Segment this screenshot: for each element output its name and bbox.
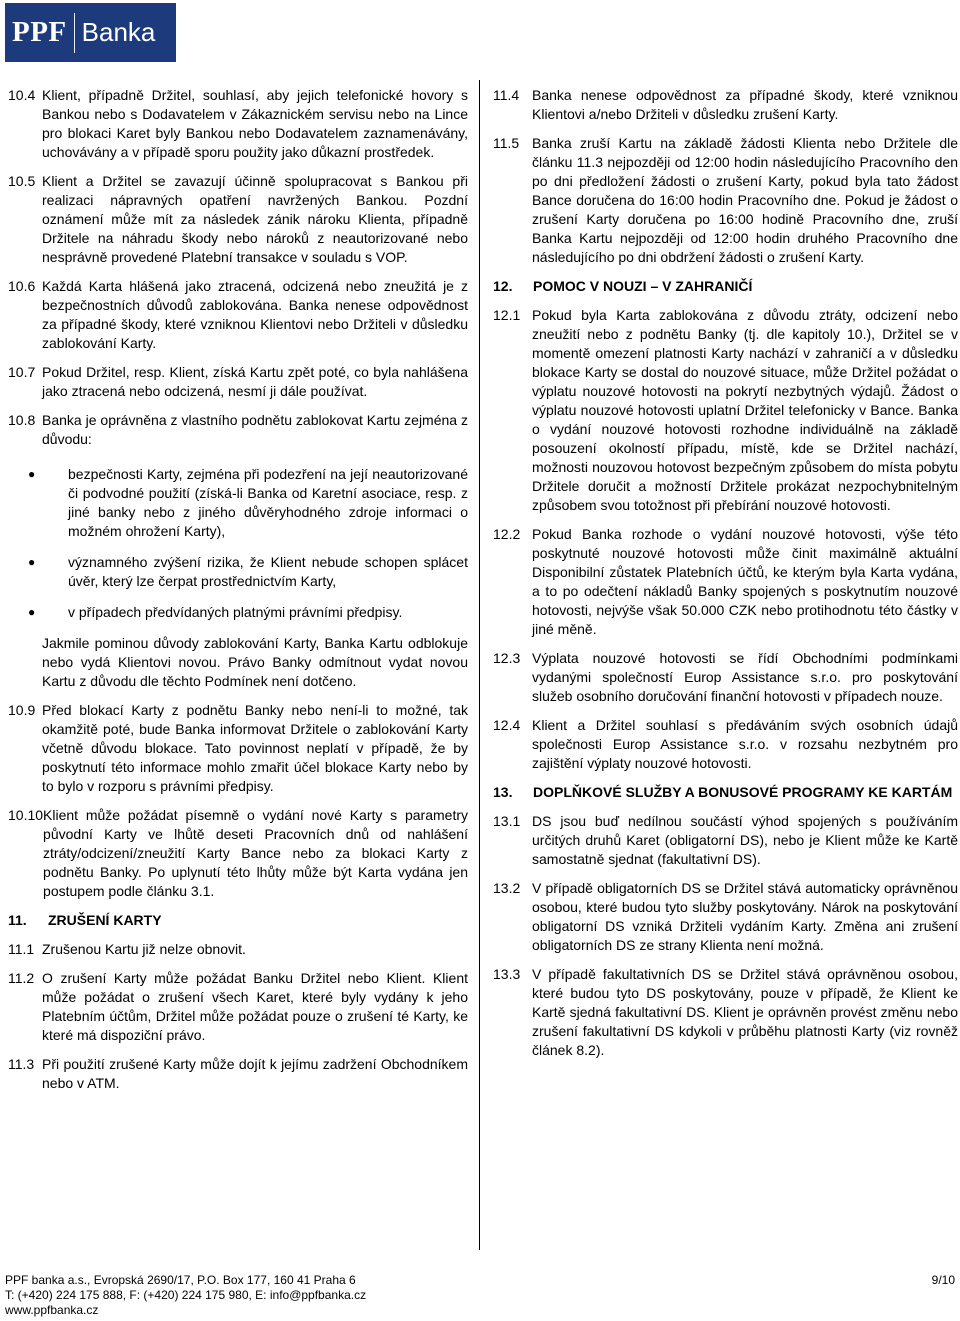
clause-11-5: [493, 134, 958, 267]
clause-12-4: [493, 716, 958, 773]
clause-number: 12.3: [493, 650, 521, 666]
clause-10-5: [8, 172, 468, 267]
clause-number: 12.1: [493, 307, 521, 323]
clause-number: 11.4: [493, 87, 520, 103]
clause-text: DS jsou buď nedílnou součástí výhod spojených s používáním určitých druhů Karet (obligatorní DS), nebo je Klient může ke Kartě samostatně sjednat (fakultativní DS).: [532, 813, 958, 867]
section-number: 13.: [493, 784, 513, 800]
clause-number: 10.10: [8, 807, 44, 823]
clause-text: Při použití zrušené Karty může dojít k jejímu zadržení Obchodníkem nebo v ATM.: [42, 1056, 468, 1091]
clause-10-4: [8, 86, 468, 162]
section-title: DOPLŇKOVÉ SLUŽBY A BONUSOVÉ PROGRAMY KE KARTÁM: [533, 784, 953, 800]
list-item-text: bezpečnosti Karty, zejména při podezření na její neautorizované či podvodné použití (získá-li Banka od Karetní asociace, resp. z jiné banky nebo z jiného důvěryhodného zdroje informaci o možném ohrožení Karty),: [68, 466, 468, 539]
clause-number: 12.2: [493, 526, 521, 542]
clause-13-2: [493, 879, 958, 955]
left-column: [8, 86, 468, 1103]
section-11-heading: [8, 911, 468, 930]
clause-text-part-b: Pozdní oznámení může mít za následek zánik nároku Klienta, případně Držitele na náhradu škody nebo nároků z neautorizované nebo nesprávně provedené Platební transakce v souladu s VOP.: [42, 192, 468, 265]
clause-text: V případě fakultativních DS se Držitel stává oprávněnou osobou, které budou tyto DS poskytovány, pouze v případě, že Klient ke Kartě sjedná fakultativní DS. Klient je oprávněn provést změnu nebo zrušení fakultativní DS kdykoli v průběhu platnosti Karty (viz rovněž článek 8.2).: [532, 966, 958, 1058]
bullet-icon: ●: [28, 605, 36, 619]
bullet-icon: ●: [28, 467, 36, 481]
footer-contacts: T: (+420) 224 175 888, F: (+420) 224 175 980, E: info@ppfbanka.cz: [5, 1288, 367, 1302]
list-item-text: významného zvýšení rizika, že Klient nebude schopen splácet úvěr, který lze čerpat prostřednictvím Karty,: [68, 554, 468, 589]
clause-text: Klient, případně Držitel, souhlasí, aby jejich telefonické hovory s Bankou nebo s Dodavatelem v Zákaznickém servisu nebo na Lince pro blokaci Karet byly Bankou nebo Dodavatelem zaznamenávány, uchovávány a v případě sporu použity jako důkazní prostředek.: [42, 87, 468, 160]
clause-11-1: [8, 940, 468, 959]
clause-text: Každá Karta hlášená jako ztracená, odcizená nebo zneužitá je z bezpečnostních důvodů zablokována. Banka nenese odpovědnost za případné škody, které vzniknou Klientovi nebo Držiteli v důsledku zablokování Karty.: [42, 278, 468, 351]
clause-10-8-after: Jakmile pominou důvody zablokování Karty, Banka Kartu odblokuje nebo vydá Klientovi novou. Právo Banky odmítnout vydat novou Kartu z důvodu dle těchto Podmínek není dotčeno.: [42, 635, 468, 689]
clause-number: 10.4: [8, 87, 36, 103]
page-footer: [5, 1273, 955, 1318]
clause-10-6: [8, 277, 468, 353]
clause-text-part-a: Klient a Držitel se zavazují účinně spolupracovat s Bankou při realizaci nápravných opatření navržených Bankou.: [42, 173, 468, 208]
clause-number: 11.5: [493, 135, 520, 151]
section-number: 12.: [493, 278, 513, 294]
clause-number: 11.3: [8, 1056, 35, 1072]
clause-text: Před blokací Karty z podnětu Banky nebo není-li to možné, tak okamžitě poté, bude Banka informovat Držitele o zablokování Karty včetně důvodu blokace. Tato povinnost neplatí v případě, že by poskytnutí této informace mohlo zmařit účel blokace Karty nebo by to bylo v rozporu s právními předpisy.: [42, 702, 468, 794]
clause-text: Pokud Držitel, resp. Klient, získá Kartu zpět poté, co byla nahlášena jako ztracená nebo odcizená, nesmí ji dále používat.: [42, 364, 468, 399]
clause-11-4: [493, 86, 958, 124]
clause-number: 10.6: [8, 278, 36, 294]
list-item: [28, 603, 468, 622]
clause-number: 10.7: [8, 364, 36, 380]
section-title: ZRUŠENÍ KARTY: [48, 912, 162, 928]
clause-text: Banka zruší Kartu na základě žádosti Klienta nebo Držitele dle článku 11.3 nejpozději od 12:00 hodin následujícího Pracovního den po dni předložení žádosti o zrušení Karty, pokud byla tato žádost Bance doručena do 16:00 hodin Pracovního dne. Pokud je žádost o zrušení Karty doručena po 16:00 hodině Pracovního dne, zruší Banka Kartu nejpozději od 12:00 hodin druhého Pracovního dne následujícího po dni obdržení žádosti o zrušení Karty.: [532, 135, 958, 265]
clause-number: 10.5: [8, 173, 36, 189]
clause-10-10: [8, 806, 468, 901]
clause-10-8: [8, 411, 468, 449]
clause-10-9: [8, 701, 468, 796]
clause-number: 13.1: [493, 813, 521, 829]
clause-text: [42, 172, 468, 267]
clause-number: 11.2: [8, 970, 35, 986]
clause-text: O zrušení Karty může požádat Banku Držitel nebo Klient. Klient může požádat o zrušení všech Karet, které byly vydány k jeho Platebním účtům, Držitel může požádat pouze o zrušení té Karty, ke které má dispoziční právo.: [42, 970, 468, 1043]
clause-12-3: [493, 649, 958, 706]
clause-text: Banka je oprávněna z vlastního podnětu zablokovat Kartu zejména z důvodu:: [42, 412, 468, 447]
clause-number: 10.9: [8, 702, 36, 718]
clause-text: Klient může požádat písemně o vydání nové Karty s parametry původní Karty ve lhůtě deseti Pracovních dnů od nahlášení ztráty/odcizení/zneužití Karty Bance nebo za blokaci Karty z podnětu Banky. Po uplynutí této lhůty může být Karta vydána jen postupem podle článku 3.1.: [43, 807, 468, 899]
page-number: 9/10: [931, 1273, 955, 1287]
logo-banka-text: Banka: [81, 17, 156, 47]
clause-text: Klient a Držitel souhlasí s předáváním svých osobních údajů společnosti Europ Assistance s.r.o. v rozsahu nezbytném pro zajištění výplaty nouzové hotovosti.: [532, 717, 958, 771]
clause-number: 11.1: [8, 941, 35, 957]
clause-text: Zrušenou Kartu již nelze obnovit.: [42, 941, 246, 957]
clause-number: 13.3: [493, 966, 521, 982]
section-title: POMOC V NOUZI – V ZAHRANIČÍ: [533, 278, 753, 294]
clause-10-7: [8, 363, 468, 401]
section-13-heading: [493, 783, 958, 802]
clause-11-2: [8, 969, 468, 1045]
right-column: [493, 86, 958, 1070]
clause-12-2: [493, 525, 958, 639]
clause-text: V případě obligatorních DS se Držitel stává automaticky oprávněnou osobou, které budou tyto služby poskytovány. Nárok na poskytování obligatorní DS vzniká Držiteli vydáním Karty. Změna ani zrušení obligatorních DS ze strany Klienta není možná.: [532, 880, 958, 953]
clause-text: Banka nenese odpovědnost za případné škody, které vzniknou Klientovi a/nebo Držiteli v důsledku zrušení Karty.: [532, 87, 958, 122]
section-12-heading: [493, 277, 958, 296]
clause-text: Výplata nouzové hotovosti se řídí Obchodními podmínkami vydanými společností Europ Assistance s.r.o. pro poskytování služeb osobního doručování finanční hotovosti v případech nouze.: [532, 650, 958, 704]
clause-13-1: [493, 812, 958, 869]
logo-separator: [74, 13, 75, 53]
clause-text: Pokud Banka rozhode o vydání nouzové hotovosti, výše této poskytnuté nouzové hotovosti může činit maximálně aktuální Disponibilní zůstatek Platebních účtů, ke kterým byla Karta vydána, a to po odečtení nákladů Banky spojených s poskytnutím nouzové hotovosti, nejvýše však 50.000 CZK nebo protihodnotu této částky v jiné měně.: [532, 526, 958, 637]
clause-number: 10.8: [8, 412, 36, 428]
footer-address: PPF banka a.s., Evropská 2690/17, P.O. Box 177, 160 41 Praha 6: [5, 1273, 356, 1287]
clause-number: 13.2: [493, 880, 521, 896]
clause-11-3: [8, 1055, 468, 1093]
column-divider: [479, 80, 480, 1250]
clause-12-1: [493, 306, 958, 515]
logo-ppf-text: PPF: [12, 16, 67, 48]
clause-number: 12.4: [493, 717, 521, 733]
clause-text: Pokud byla Karta zablokována z důvodu ztráty, odcizení nebo zneužití nebo z podnětu Banky (tj. dle kapitoly 10.), Držitel se v momentě omezení platnosti Karty nachází v zahraničí a v důsledku blokace Karty se dostal do nouzové situace, může Držitel požádat o výplatu nouzové hotovosti na pokrytí nezbytných výdajů. Žádost o výplatu nouzové hotovosti uplatní Držitel telefonicky v Bance. Banka o vydání nouzové hotovosti rozhodne individuálně na základě posouzení okolností případu, místě, kde se Držitel nachází, možnosti nouzovou hotovost bezpečným způsobem do místa pobytu Držitele doručit a možností Držitele prokázat nezpochybnitelným způsobem svou totožnost při přebírání nouzové hotovosti.: [532, 307, 958, 513]
footer-website-link[interactable]: www.ppfbanka.cz: [5, 1303, 99, 1317]
bullet-icon: ●: [28, 555, 36, 569]
list-item-text: v případech předvídaných platnými právními předpisy.: [68, 604, 403, 620]
clause-10-8-list: [8, 465, 468, 622]
ppf-banka-logo: [5, 3, 176, 62]
section-number: 11.: [8, 912, 27, 928]
list-item: [28, 465, 468, 541]
list-item: [28, 553, 468, 591]
clause-13-3: [493, 965, 958, 1060]
